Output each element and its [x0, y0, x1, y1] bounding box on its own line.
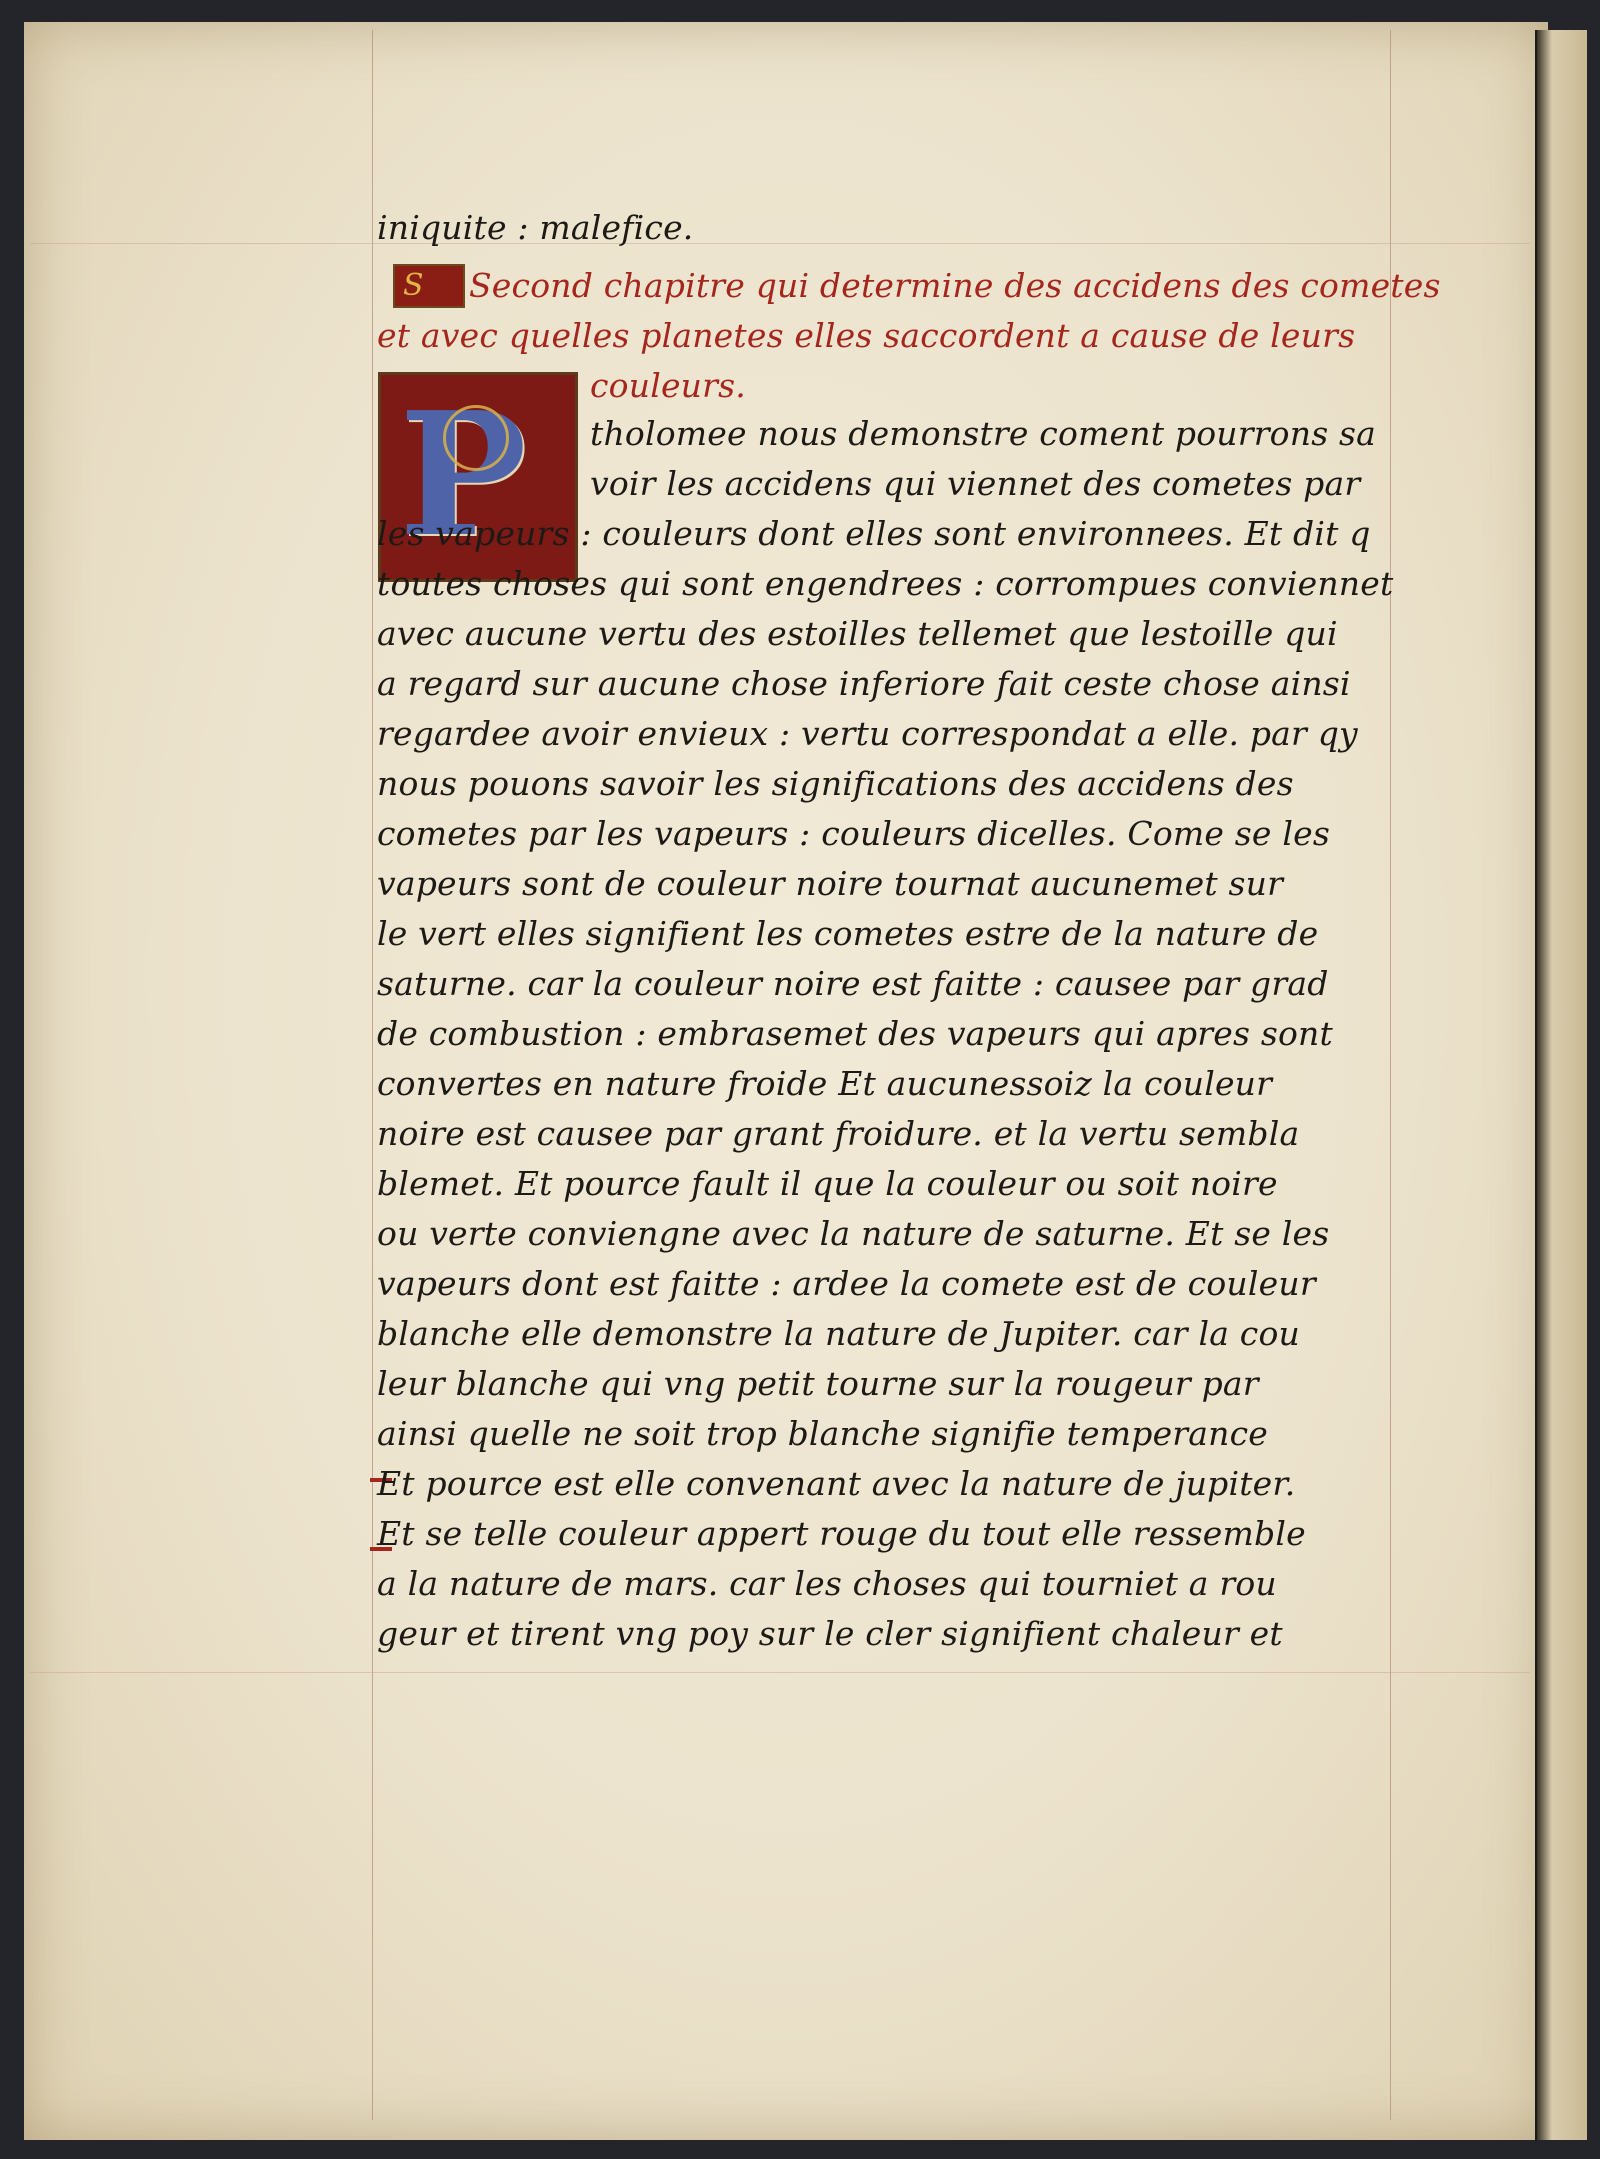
- text-line: saturne. car la couleur noire est faitte : causee par grad: [377, 964, 1329, 1003]
- text-line: ainsi quelle ne soit trop blanche signifie temperance: [377, 1414, 1269, 1453]
- ruling-line-right: [1390, 30, 1391, 2120]
- ruling-line-top: [30, 243, 1530, 244]
- text-line: cometes par les vapeurs : couleurs dicelles. Come se les: [377, 814, 1330, 853]
- text-line: vapeurs dont est faitte : ardee la comete est de couleur: [377, 1264, 1316, 1303]
- text-line: les vapeurs : couleurs dont elles sont environnees. Et dit q: [377, 514, 1371, 553]
- page-edge-next-leaf: [1535, 30, 1587, 2140]
- text-line: Et se telle couleur appert rouge du tout elle ressemble: [377, 1514, 1306, 1553]
- initial-p-letter: P: [399, 375, 527, 575]
- text-line: le vert elles signifient les cometes estre de la nature de: [377, 914, 1319, 953]
- text-line: voir les accidens qui viennet des cometes par: [590, 464, 1361, 503]
- text-line: convertes en nature froide Et aucunessoiz la couleur: [377, 1064, 1273, 1103]
- text-line: a la nature de mars. car les choses qui tourniet a rou: [377, 1564, 1277, 1603]
- flower-ornament-icon: [443, 405, 509, 471]
- rubric-line: et avec quelles planetes elles saccordent a cause de leurs: [377, 316, 1356, 355]
- rubric-line: couleurs.: [590, 366, 746, 405]
- text-line: geur et tirent vng poy sur le cler signifient chaleur et: [377, 1614, 1283, 1653]
- text-line: nous pouons savoir les significations des accidens des: [377, 764, 1294, 803]
- text-line: noire est causee par grant froidure. et la vertu sembla: [377, 1114, 1300, 1153]
- text-line: toutes choses qui sont engendrees : corrompues conviennet: [377, 564, 1394, 603]
- text-line: a regard sur aucune chose inferiore fait ceste chose ainsi: [377, 664, 1351, 703]
- text-line: iniquite : malefice.: [377, 208, 694, 247]
- text-line: ou verte conviengne avec la nature de saturne. Et se les: [377, 1214, 1330, 1253]
- text-line: regardee avoir envieux : vertu correspondat a elle. par qy: [377, 714, 1358, 753]
- ruling-line-bottom: [30, 1672, 1530, 1673]
- text-line: vapeurs sont de couleur noire tournat aucunemet sur: [377, 864, 1284, 903]
- initial-s-letter: S: [403, 268, 424, 303]
- text-line: Et pource est elle convenant avec la nature de jupiter.: [377, 1464, 1296, 1503]
- text-line: leur blanche qui vng petit tourne sur la rougeur par: [377, 1364, 1259, 1403]
- decorated-initial-s: [393, 264, 465, 308]
- ruling-line-left: [372, 30, 373, 2120]
- text-line: blanche elle demonstre la nature de Jupiter. car la cou: [377, 1314, 1300, 1353]
- rubric-line: Second chapitre qui determine des accidens des cometes: [469, 266, 1441, 305]
- text-line: de combustion : embrasemet des vapeurs qui apres sont: [377, 1014, 1333, 1053]
- text-line: tholomee nous demonstre coment pourrons sa: [590, 414, 1377, 453]
- text-line: blemet. Et pource fault il que la couleur ou soit noire: [377, 1164, 1278, 1203]
- text-line: avec aucune vertu des estoilles tellemet que lestoille qui: [377, 614, 1338, 653]
